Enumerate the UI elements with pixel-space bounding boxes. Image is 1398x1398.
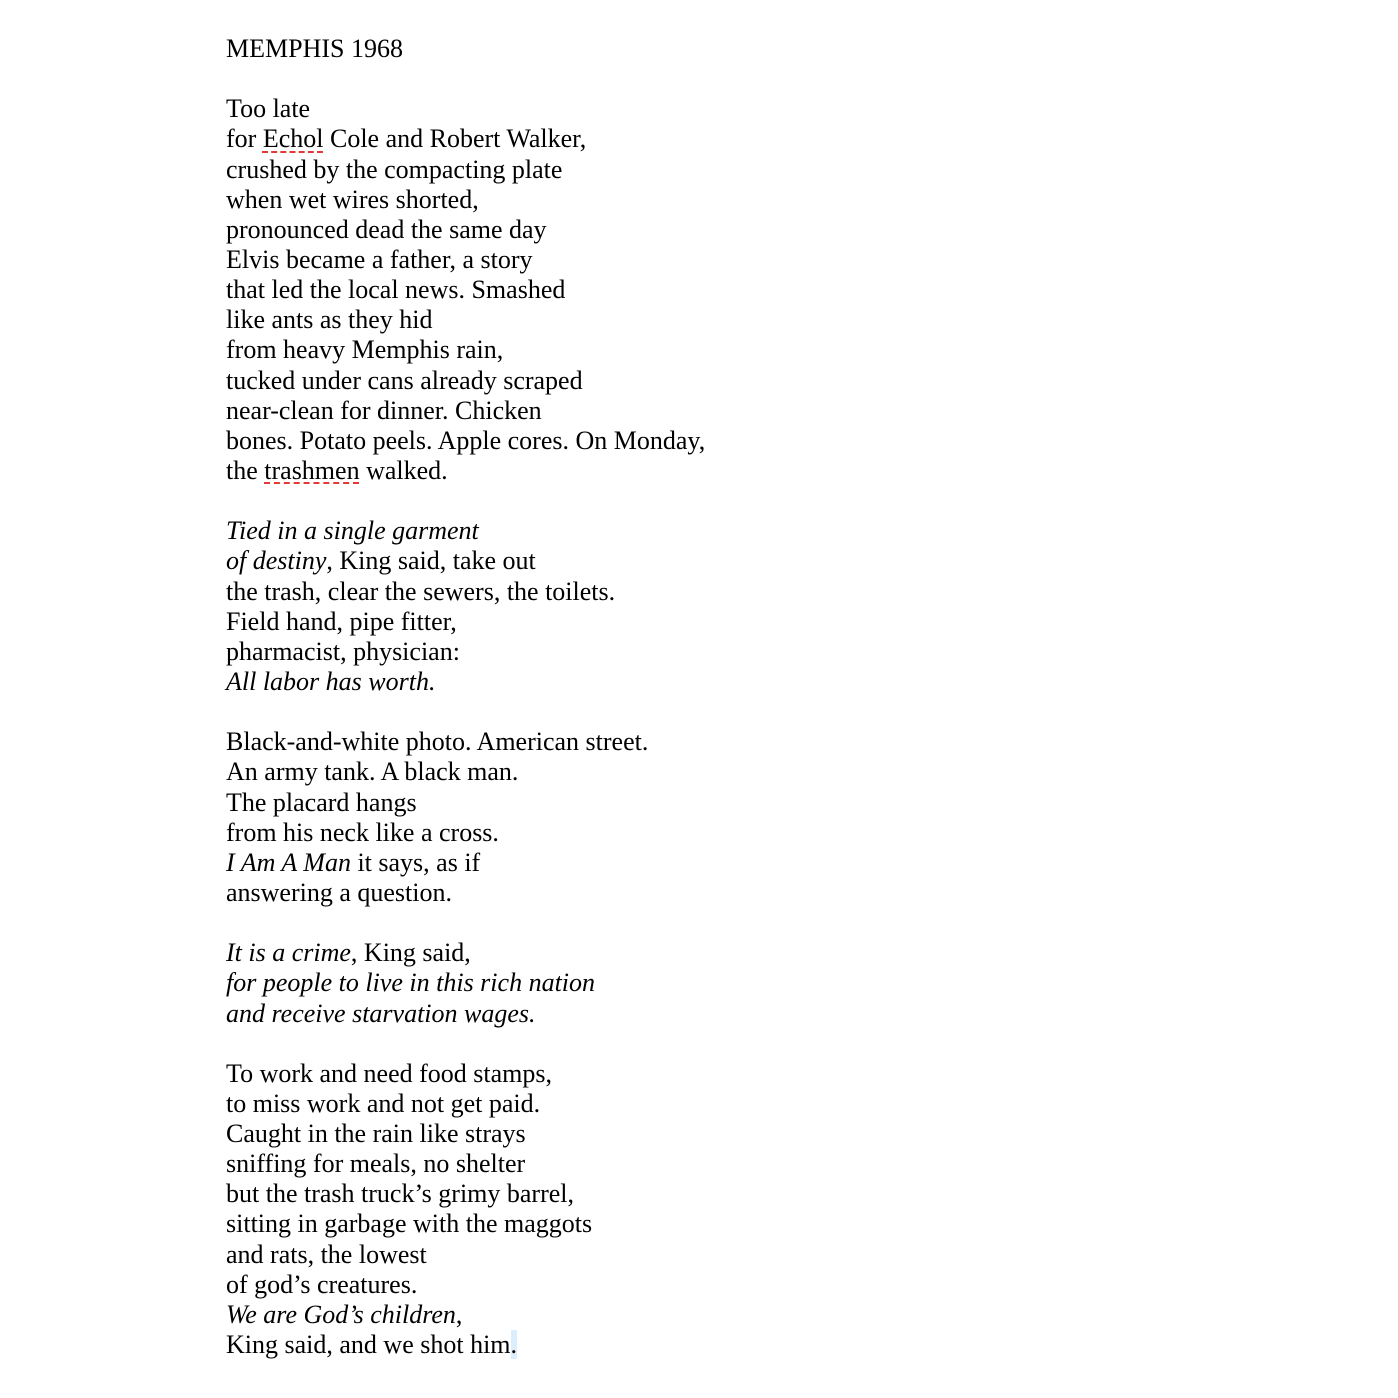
text-run: , King said, take out [326, 546, 536, 576]
blank-line [226, 697, 1326, 727]
stanza-2 [226, 516, 1326, 697]
poem-line: to miss work and not get paid. [226, 1088, 541, 1118]
italic-run: I Am A Man [226, 847, 351, 877]
poem-line: bones. Potato peels. Apple cores. On Monday, [226, 425, 706, 455]
poem-line: from heavy Memphis rain, [226, 335, 504, 365]
poem-line: like ants as they hid [226, 305, 433, 335]
poem-line: the trash, clear the sewers, the toilets. [226, 576, 616, 606]
blank-line [226, 486, 1326, 516]
poem-line: Black-and-white photo. American street. [226, 727, 649, 757]
poem-line: Field hand, pipe fitter, [226, 606, 457, 636]
text-selection[interactable]: . [510, 1330, 518, 1360]
text-run: for [226, 124, 263, 154]
poem-line [226, 938, 1326, 968]
poem-line [226, 124, 1326, 154]
poem-line: and receive starvation wages. [226, 998, 536, 1028]
stanza-3 [226, 727, 1326, 908]
poem-line: sitting in garbage with the maggots [226, 1209, 593, 1239]
poem-line: The placard hangs [226, 787, 417, 817]
poem-line: near-clean for dinner. Chicken [226, 395, 542, 425]
blank-line [226, 64, 1326, 94]
poem-line: that led the local news. Smashed [226, 275, 566, 305]
text-run: , King said, [350, 938, 471, 968]
poem-line [226, 546, 1326, 576]
stanza-5 [226, 1059, 1326, 1360]
poem-line: pronounced dead the same day [226, 214, 547, 244]
blank-line [226, 1029, 1326, 1059]
poem-line: crushed by the compacting plate [226, 154, 563, 184]
poem-line: from his neck like a cross. [226, 817, 499, 847]
poem-line: and rats, the lowest [226, 1239, 427, 1269]
text-run: walked. [359, 455, 448, 485]
poem-line: tucked under cans already scraped [226, 365, 583, 395]
poem-line [226, 1330, 1326, 1360]
poem-line: for people to live in this rich nation [226, 968, 596, 998]
poem-line: Caught in the rain like strays [226, 1119, 526, 1149]
poem-line: An army tank. A black man. [226, 757, 519, 787]
poem-line [226, 456, 1326, 486]
text-run: Cole and Robert Walker, [323, 124, 587, 154]
text-run: King said, and we shot him [226, 1330, 511, 1360]
poem-line [226, 848, 1326, 878]
document-page[interactable] [226, 34, 1326, 1360]
poem-line: but the trash truck’s grimy barrel, [226, 1179, 575, 1209]
misspelled-word[interactable]: trashmen [264, 455, 360, 485]
stanza-1 [226, 94, 1326, 486]
text-run: the [226, 455, 265, 485]
poem-title: MEMPHIS 1968 [226, 34, 403, 63]
poem-line: Tied in a single garment [226, 516, 479, 546]
poem-line [226, 1300, 1326, 1330]
italic-run: of destiny [226, 546, 327, 576]
poem-line: Too late [226, 94, 311, 124]
poem-line: of god’s creatures. [226, 1269, 418, 1299]
text-run: , [455, 1299, 463, 1329]
poem-line: pharmacist, physician: [226, 636, 460, 666]
poem-line: To work and need food stamps, [226, 1058, 553, 1088]
blank-line [226, 908, 1326, 938]
text-run: it says, as if [350, 847, 481, 877]
stanza-4 [226, 938, 1326, 1028]
poem-line: when wet wires shorted, [226, 184, 479, 214]
misspelled-word[interactable]: Echol [262, 124, 324, 154]
italic-run: We are God’s children [226, 1299, 456, 1329]
poem-line: answering a question. [226, 877, 453, 907]
poem-line: All labor has worth. [226, 666, 436, 696]
italic-run: It is a crime [226, 938, 351, 968]
poem-line: sniffing for meals, no shelter [226, 1149, 526, 1179]
poem-line: Elvis became a father, a story [226, 244, 533, 274]
